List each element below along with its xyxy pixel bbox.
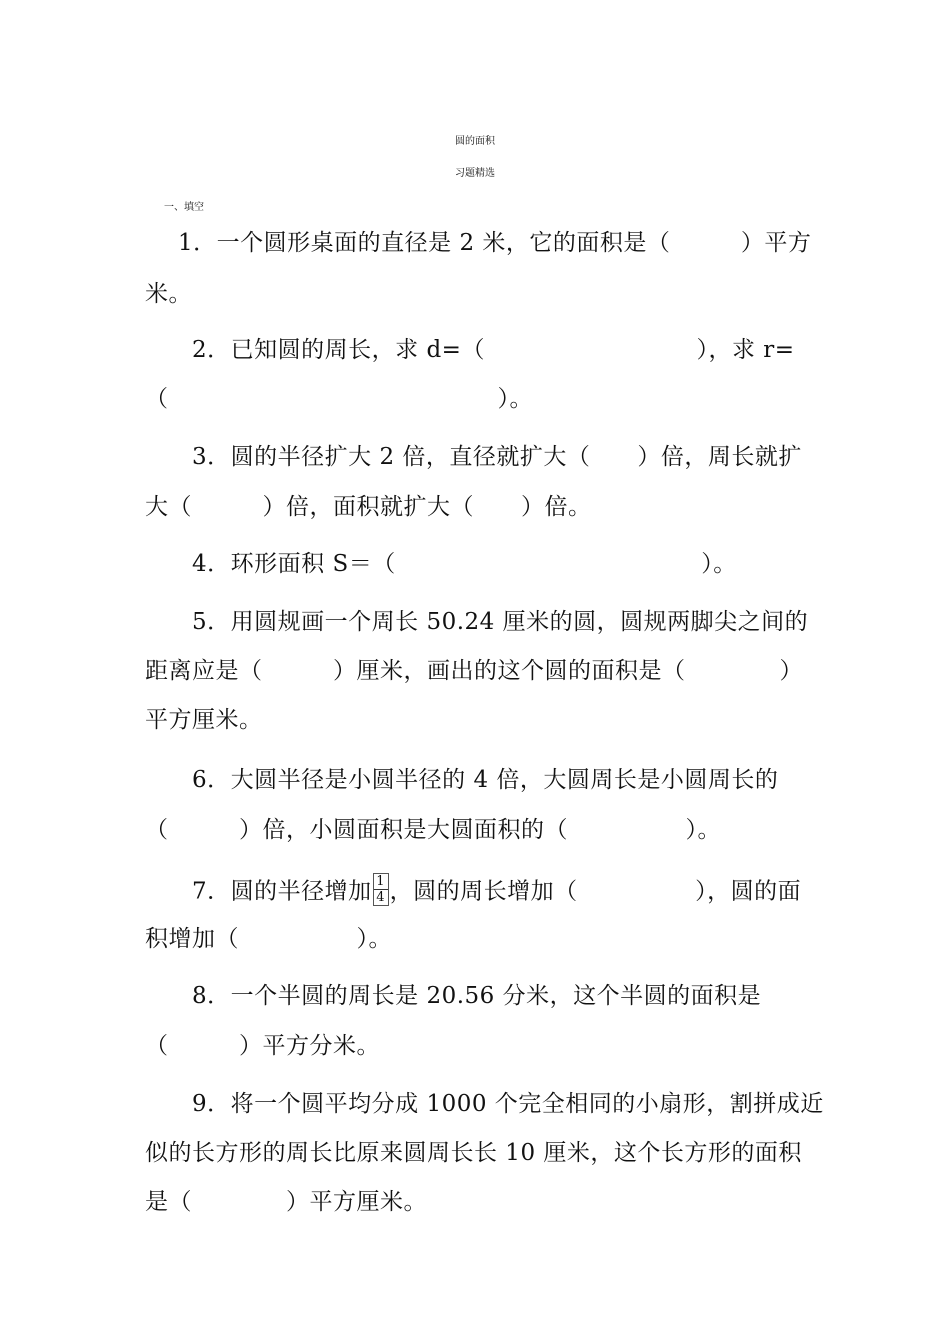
question-9-line-3: 是（ ）平方厘米。 — [145, 1189, 427, 1215]
question-5-line-2: 距离应是（ ）厘米，画出的这个圆的面积是（ ） — [145, 658, 803, 684]
question-8-line-1: 8．一个半圆的周长是 20.56 分米，这个半圆的面积是 — [192, 983, 762, 1009]
question-6-line-2: （ ）倍，小圆面积是大圆面积的（ ）。 — [145, 817, 721, 843]
doc-subtitle: 习题精选 — [455, 168, 495, 179]
fraction-one-quarter — [373, 873, 389, 906]
question-2-line-1: 2．已知圆的周长，求 d=（ ），求 r= — [192, 337, 795, 363]
doc-title: 圆的面积 — [455, 136, 495, 147]
question-1-line-1: 1．一个圆形桌面的直径是 2 米，它的面积是（ ）平方 — [178, 230, 812, 256]
question-7-text-after: ，圆的周长增加（ ），圆的面 — [389, 878, 802, 905]
question-3-line-2: 大（ ）倍，面积就扩大（ ）倍。 — [145, 494, 592, 520]
question-9-line-1: 9．将一个圆平均分成 1000 个完全相同的小扇形，割拼成近 — [192, 1091, 824, 1117]
question-7-text-before: 7．圆的半径增加 — [192, 878, 372, 905]
question-9-line-2: 似的长方形的周长比原来圆周长长 10 厘米，这个长方形的面积 — [145, 1140, 802, 1166]
question-7-line-2: 积增加（ ）。 — [145, 926, 392, 952]
question-6-line-1: 6．大圆半径是小圆半径的 4 倍，大圆周长是小圆周长的 — [192, 767, 779, 793]
question-1-line-2: 米。 — [145, 281, 192, 307]
section-heading: 一、填空 — [164, 202, 204, 213]
question-5-line-3: 平方厘米。 — [145, 707, 263, 733]
fraction-denominator: 4 — [376, 890, 386, 905]
question-8-line-2: （ ）平方分米。 — [145, 1033, 380, 1059]
question-5-line-1: 5．用圆规画一个周长 50.24 厘米的圆，圆规两脚尖之间的 — [192, 609, 809, 635]
question-4-line-1: 4．环形面积 S＝（ ）。 — [192, 551, 737, 577]
question-7-line-1 — [192, 876, 801, 909]
fraction-numerator: 1 — [374, 874, 388, 890]
question-3-line-1: 3．圆的半径扩大 2 倍，直径就扩大（ ）倍，周长就扩 — [192, 444, 802, 470]
question-2-line-2: （ ）。 — [145, 386, 533, 412]
